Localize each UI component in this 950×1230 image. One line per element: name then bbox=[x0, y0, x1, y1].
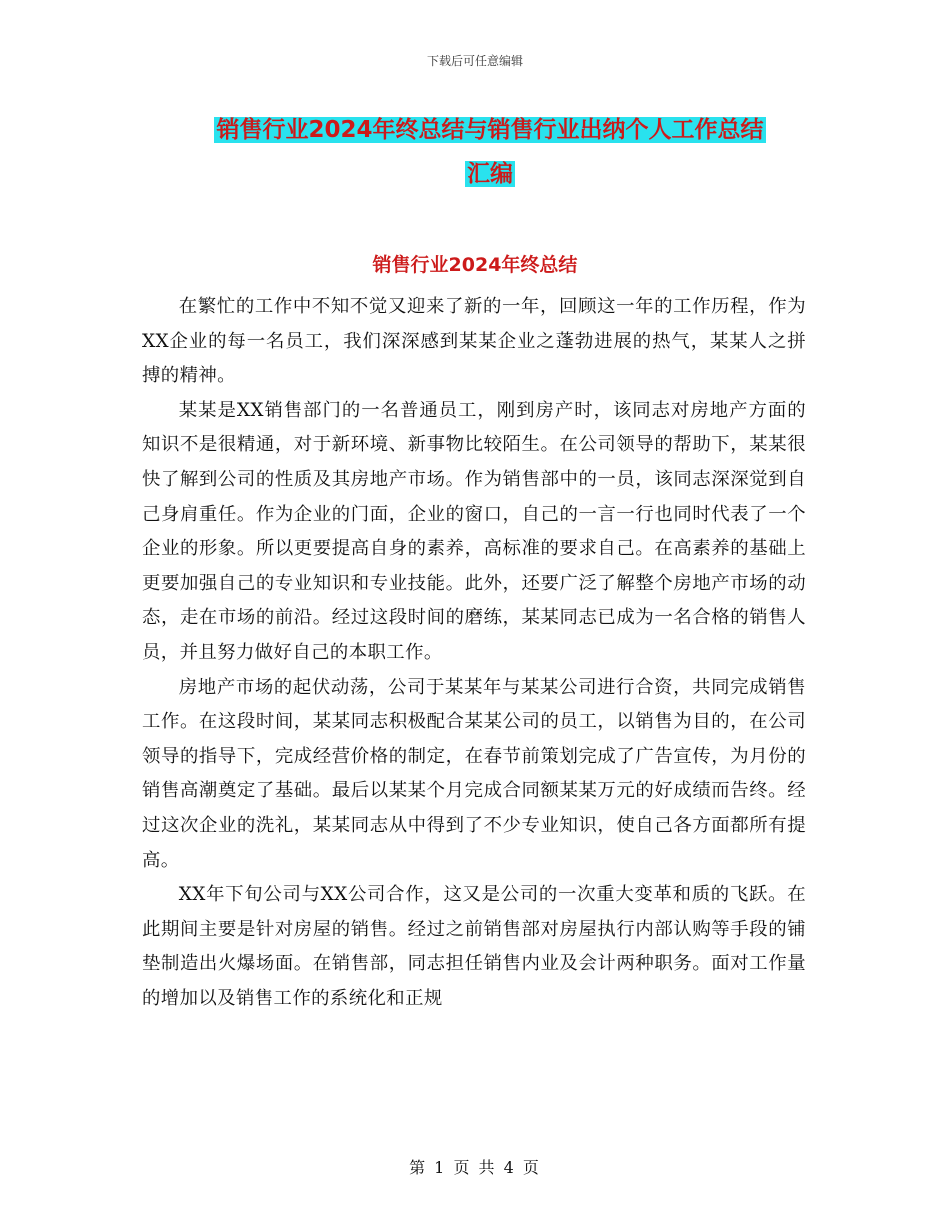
header-note: 下载后可任意编辑 bbox=[426, 54, 523, 68]
page-number: 第 1 页 共 4 页 bbox=[409, 1158, 541, 1177]
document-title-line-2: 汇编 bbox=[467, 161, 513, 187]
paragraph: 房地产市场的起伏动荡，公司于某某年与某某公司进行合资，共同完成销售工作。在这段时间，某某同志积极配合某某公司的员工，以销售为目的，在公司领导的指导下，完成经营价格的制定，在春节前策划完成了广告宣传，为月份的销售高潮奠定了基础。最后以某某个月完成合同额某某万元的好成绩而告终。经过这次企业的洗礼，某某同志从中得到了不少专业知识，使自己各方面都所有提高。 bbox=[142, 676, 806, 871]
document-title bbox=[140, 108, 840, 196]
paragraph: 在繁忙的工作中不知不觉又迎来了新的一年，回顾这一年的工作历程，作为XX企业的每一名员工，我们深深感到某某企业之蓬勃进展的热气，某某人之拼搏的精神。 bbox=[142, 296, 806, 387]
paragraph: XX年下旬公司与XX公司合作，这又是公司的一次重大变革和质的飞跃。在此期间主要是针对房屋的销售。经过之前销售部对房屋执行内部认购等手段的铺垫制造出火爆场面。在销售部，同志担任销售内业及会计两种职务。面对工作量的增加以及销售工作的系统化和正规 bbox=[142, 884, 806, 1009]
document-title-line-1: 销售行业2024年终总结与销售行业出纳个人工作总结 bbox=[216, 117, 764, 143]
paragraph: 某某是XX销售部门的一名普通员工，刚到房产时，该同志对房地产方面的知识不是很精通，对于新环境、新事物比较陌生。在公司领导的帮助下，某某很快了解到公司的性质及其房地产市场。作为销售部中的一员，该同志深深觉到自己身肩重任。作为企业的门面，企业的窗口，自己的一言一行也同时代表了一个企业的形象。所以更要提高自身的素养，高标准的要求自己。在高素养的基础上更要加强自己的专业知识和专业技能。此外，还要广泛了解整个房地产市场的动态，走在市场的前沿。经过这段时间的磨练，某某同志已成为一名合格的销售人员，并且努力做好自己的本职工作。 bbox=[142, 399, 806, 663]
section-title: 销售行业2024年终总结 bbox=[372, 254, 578, 276]
body-text bbox=[142, 290, 806, 1016]
